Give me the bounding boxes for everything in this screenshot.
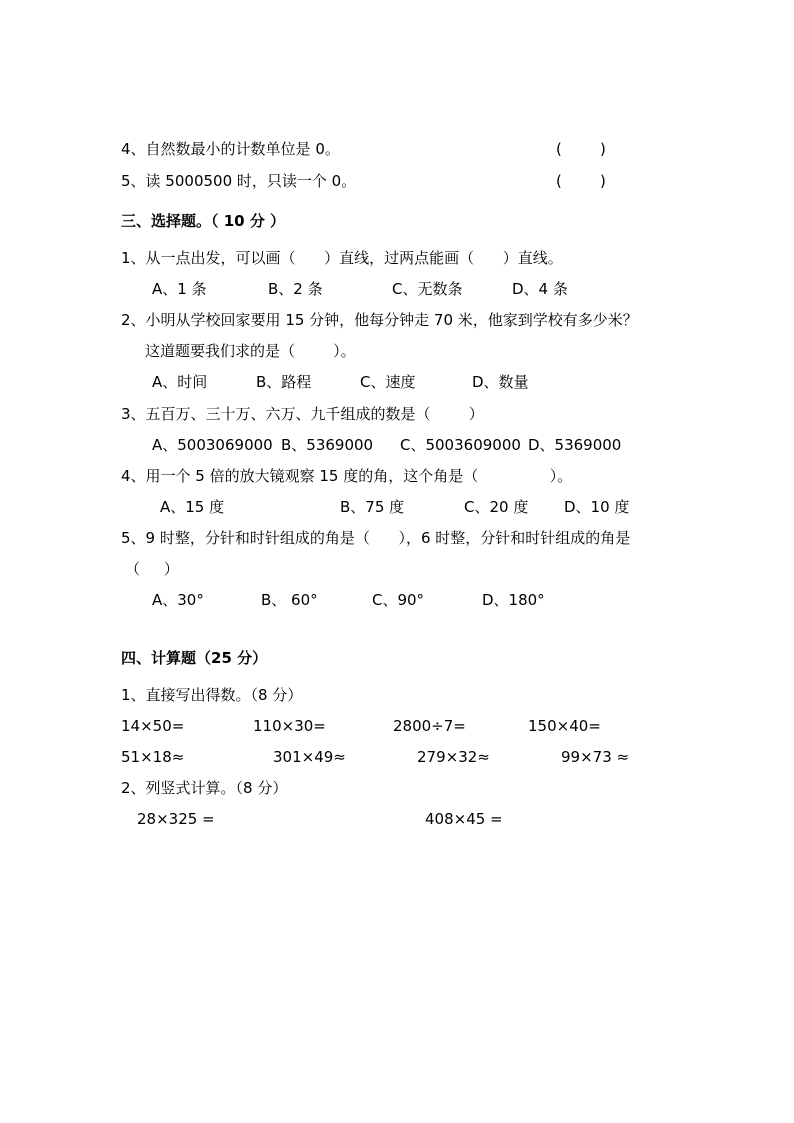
section-heading-choice: 三、选择题。（ 10 分 ） bbox=[121, 212, 286, 230]
option-d: D、4 条 bbox=[512, 280, 568, 298]
calc-expression: 28×325 = bbox=[137, 810, 215, 828]
option-d: D、180° bbox=[482, 591, 545, 609]
option-a: A、15 度 bbox=[160, 498, 225, 516]
option-b: B、75 度 bbox=[340, 498, 405, 516]
choice-question-3: 3、五百万、三十万、六万、九千组成的数是（ ） bbox=[121, 405, 484, 423]
calc-expression: 51×18≈ bbox=[121, 748, 185, 766]
answer-blank: ( ) bbox=[556, 172, 606, 190]
option-c: C、20 度 bbox=[464, 498, 529, 516]
option-d: D、10 度 bbox=[564, 498, 630, 516]
choice-question-2: 2、小明从学校回家要用 15 分钟，他每分钟走 70 米，他家到学校有多少米？ bbox=[121, 311, 638, 329]
calc-expression: 301×49≈ bbox=[273, 748, 346, 766]
option-c: C、5003609000 bbox=[400, 436, 521, 454]
option-a: A、5003069000 bbox=[152, 436, 273, 454]
option-c: C、无数条 bbox=[392, 280, 463, 298]
answer-blank: ( ) bbox=[556, 140, 606, 158]
calc-expression: 408×45 = bbox=[425, 810, 503, 828]
calc-expression: 99×73 ≈ bbox=[561, 748, 630, 766]
option-d: D、5369000 bbox=[528, 436, 622, 454]
option-c: C、90° bbox=[372, 591, 425, 609]
calc-expression: 110×30= bbox=[253, 717, 326, 735]
option-a: A、30° bbox=[152, 591, 204, 609]
option-d: D、数量 bbox=[472, 373, 529, 391]
judge-question-5: 5、读 5000500 时，只读一个 0。 bbox=[121, 172, 357, 190]
choice-question-5: 5、9 时整，分针和时针组成的角是（ ），6 时整，分针和时针组成的角是 bbox=[121, 529, 631, 547]
choice-question-5-cont: （ ） bbox=[125, 560, 179, 578]
option-a: A、时间 bbox=[152, 373, 208, 391]
calc-expression: 2800÷7= bbox=[393, 717, 466, 735]
option-b: B、2 条 bbox=[268, 280, 323, 298]
option-a: A、1 条 bbox=[152, 280, 207, 298]
choice-question-4: 4、用一个 5 倍的放大镜观察 15 度的角，这个角是（ ）。 bbox=[121, 467, 573, 485]
option-b: B、5369000 bbox=[281, 436, 374, 454]
option-b: B、路程 bbox=[256, 373, 312, 391]
calc-expression: 150×40= bbox=[528, 717, 601, 735]
calc-expression: 279×32≈ bbox=[417, 748, 490, 766]
section-heading-calc: 四、计算题（25 分） bbox=[121, 649, 268, 667]
option-b: B、 60° bbox=[261, 591, 318, 609]
judge-question-4: 4、自然数最小的计数单位是 0。 bbox=[121, 140, 340, 158]
calc-part-1: 1、直接写出得数。（8 分） bbox=[121, 686, 303, 704]
calc-expression: 14×50= bbox=[121, 717, 185, 735]
choice-question-1: 1、从一点出发，可以画（ ）直线，过两点能画（ ）直线。 bbox=[121, 249, 563, 267]
option-c: C、速度 bbox=[360, 373, 416, 391]
choice-question-2-cont: 这道题要我们求的是（ ）。 bbox=[145, 342, 356, 360]
calc-part-2: 2、列竖式计算。（8 分） bbox=[121, 779, 288, 797]
